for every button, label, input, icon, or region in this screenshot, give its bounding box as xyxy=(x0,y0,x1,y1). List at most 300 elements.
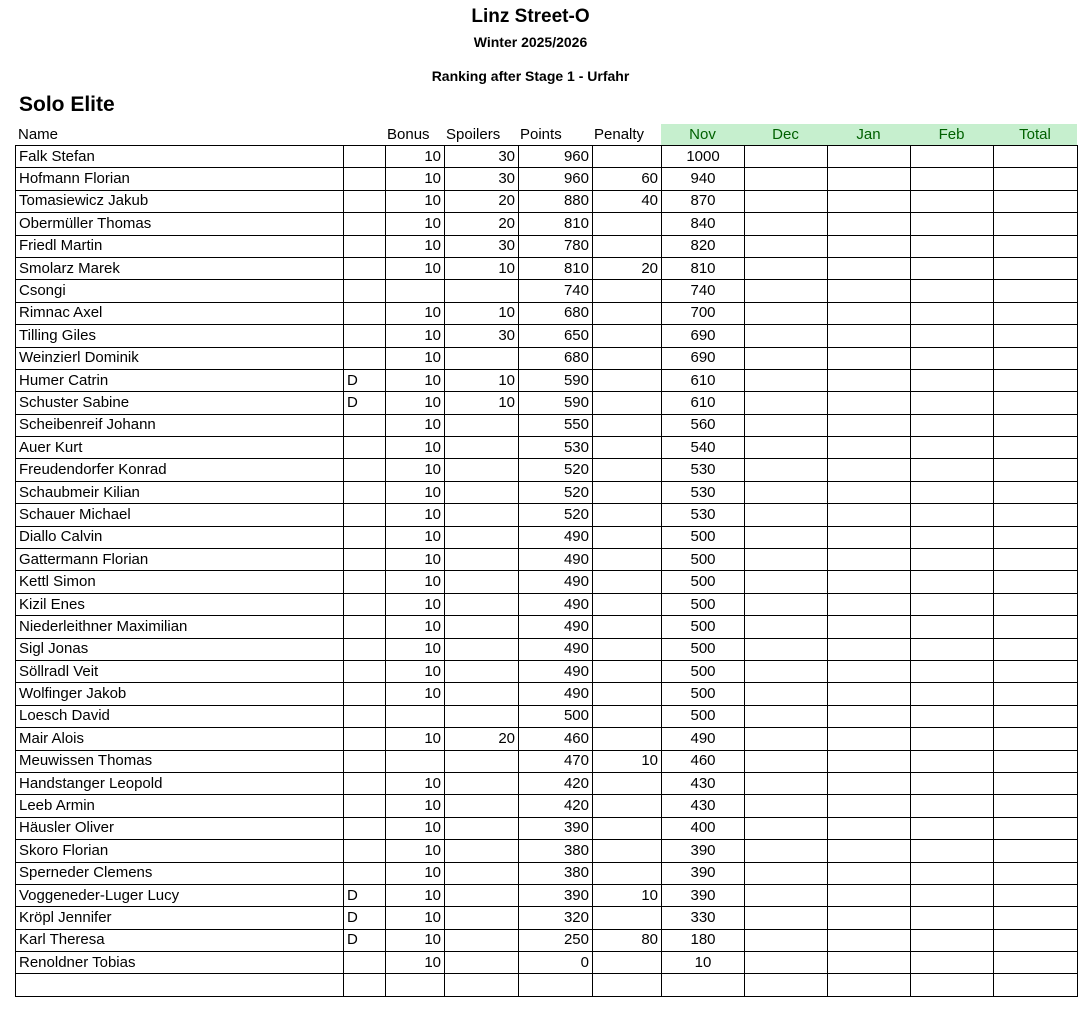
dec-cell xyxy=(745,392,828,414)
jan-cell xyxy=(828,593,911,615)
bonus-cell: 10 xyxy=(386,772,445,794)
name-cell: Skoro Florian xyxy=(16,840,344,862)
total-cell xyxy=(994,549,1078,571)
total-cell xyxy=(994,660,1078,682)
jan-cell xyxy=(828,728,911,750)
feb-cell xyxy=(911,213,994,235)
total-cell xyxy=(994,974,1078,996)
flag-cell xyxy=(344,235,386,257)
jan-cell xyxy=(828,750,911,772)
name-cell: Diallo Calvin xyxy=(16,526,344,548)
points-cell: 520 xyxy=(519,459,593,481)
flag-cell xyxy=(344,974,386,996)
jan-cell xyxy=(828,526,911,548)
total-cell xyxy=(994,952,1078,974)
total-cell xyxy=(994,862,1078,884)
total-cell xyxy=(994,929,1078,951)
total-cell xyxy=(994,593,1078,615)
name-cell: Falk Stefan xyxy=(16,146,344,168)
nov-cell: 390 xyxy=(662,862,745,884)
jan-cell xyxy=(828,168,911,190)
total-cell xyxy=(994,750,1078,772)
dec-cell xyxy=(745,257,828,279)
jan-cell xyxy=(828,235,911,257)
penalty-cell xyxy=(593,571,662,593)
penalty-cell xyxy=(593,325,662,347)
nov-cell: 540 xyxy=(662,437,745,459)
points-cell: 500 xyxy=(519,705,593,727)
nov-cell: 810 xyxy=(662,257,745,279)
flag-cell xyxy=(344,168,386,190)
nov-cell: 690 xyxy=(662,325,745,347)
nov-cell: 500 xyxy=(662,616,745,638)
table-row xyxy=(16,907,1078,929)
name-cell: Kizil Enes xyxy=(16,593,344,615)
points-cell: 810 xyxy=(519,257,593,279)
name-cell: Karl Theresa xyxy=(16,929,344,951)
points-cell: 780 xyxy=(519,235,593,257)
dec-cell xyxy=(745,549,828,571)
nov-cell: 10 xyxy=(662,952,745,974)
spoilers-cell xyxy=(445,795,519,817)
table-row xyxy=(16,437,1078,459)
flag-cell xyxy=(344,190,386,212)
jan-cell xyxy=(828,795,911,817)
flag-cell xyxy=(344,683,386,705)
feb-cell xyxy=(911,593,994,615)
points-cell: 490 xyxy=(519,683,593,705)
penalty-cell: 10 xyxy=(593,750,662,772)
jan-cell xyxy=(828,638,911,660)
feb-cell xyxy=(911,817,994,839)
flag-cell xyxy=(344,840,386,862)
spoilers-cell: 20 xyxy=(445,190,519,212)
flag-cell xyxy=(344,302,386,324)
total-cell xyxy=(994,414,1078,436)
table-row xyxy=(16,481,1078,503)
feb-cell xyxy=(911,840,994,862)
bonus-cell: 10 xyxy=(386,862,445,884)
name-cell: Friedl Martin xyxy=(16,235,344,257)
total-cell xyxy=(994,235,1078,257)
table-row xyxy=(16,974,1078,996)
total-cell xyxy=(994,392,1078,414)
jan-cell xyxy=(828,616,911,638)
penalty-cell xyxy=(593,526,662,548)
flag-cell xyxy=(344,616,386,638)
spoilers-cell: 30 xyxy=(445,235,519,257)
spoilers-cell xyxy=(445,481,519,503)
table-row xyxy=(16,504,1078,526)
jan-cell xyxy=(828,772,911,794)
dec-cell xyxy=(745,750,828,772)
total-cell xyxy=(994,772,1078,794)
name-cell: Weinzierl Dominik xyxy=(16,347,344,369)
points-cell: 250 xyxy=(519,929,593,951)
bonus-cell: 10 xyxy=(386,929,445,951)
nov-cell xyxy=(662,974,745,996)
jan-cell xyxy=(828,705,911,727)
col-header-penalty: Penalty xyxy=(594,126,645,143)
spoilers-cell xyxy=(445,862,519,884)
bonus-cell xyxy=(386,705,445,727)
spoilers-cell xyxy=(445,772,519,794)
jan-cell xyxy=(828,369,911,391)
flag-cell xyxy=(344,481,386,503)
penalty-cell xyxy=(593,437,662,459)
ranking-table-body xyxy=(16,146,1078,997)
table-row xyxy=(16,840,1078,862)
table-row xyxy=(16,683,1078,705)
points-cell: 880 xyxy=(519,190,593,212)
dec-cell xyxy=(745,459,828,481)
jan-cell xyxy=(828,840,911,862)
points-cell: 550 xyxy=(519,414,593,436)
bonus-cell: 10 xyxy=(386,437,445,459)
feb-cell xyxy=(911,414,994,436)
nov-cell: 330 xyxy=(662,907,745,929)
jan-cell xyxy=(828,974,911,996)
dec-cell xyxy=(745,593,828,615)
table-row xyxy=(16,213,1078,235)
total-cell xyxy=(994,638,1078,660)
name-cell: Leeb Armin xyxy=(16,795,344,817)
total-cell xyxy=(994,884,1078,906)
feb-cell xyxy=(911,795,994,817)
dec-cell xyxy=(745,347,828,369)
nov-cell: 180 xyxy=(662,929,745,951)
feb-cell xyxy=(911,884,994,906)
total-cell xyxy=(994,616,1078,638)
season-label: Winter 2025/2026 xyxy=(473,34,588,50)
nov-cell: 870 xyxy=(662,190,745,212)
total-cell xyxy=(994,347,1078,369)
points-cell: 490 xyxy=(519,593,593,615)
nov-cell: 530 xyxy=(662,459,745,481)
penalty-cell xyxy=(593,235,662,257)
feb-cell xyxy=(911,392,994,414)
points-cell: 490 xyxy=(519,526,593,548)
spoilers-cell: 30 xyxy=(445,168,519,190)
points-cell: 520 xyxy=(519,504,593,526)
nov-cell: 610 xyxy=(662,369,745,391)
penalty-cell xyxy=(593,280,662,302)
total-cell xyxy=(994,437,1078,459)
table-row xyxy=(16,146,1078,168)
jan-cell xyxy=(828,907,911,929)
penalty-cell xyxy=(593,146,662,168)
jan-cell xyxy=(828,437,911,459)
jan-cell xyxy=(828,660,911,682)
jan-cell xyxy=(828,213,911,235)
jan-cell xyxy=(828,929,911,951)
jan-cell xyxy=(828,884,911,906)
flag-cell xyxy=(344,638,386,660)
spoilers-cell xyxy=(445,616,519,638)
total-cell xyxy=(994,728,1078,750)
penalty-cell xyxy=(593,660,662,682)
bonus-cell: 10 xyxy=(386,213,445,235)
points-cell: 320 xyxy=(519,907,593,929)
penalty-cell xyxy=(593,974,662,996)
spoilers-cell xyxy=(445,840,519,862)
col-header-points: Points xyxy=(520,126,562,143)
table-row xyxy=(16,638,1078,660)
name-cell: Schaubmeir Kilian xyxy=(16,481,344,503)
spoilers-cell xyxy=(445,571,519,593)
feb-cell xyxy=(911,728,994,750)
penalty-cell xyxy=(593,459,662,481)
col-header-spoilers: Spoilers xyxy=(446,126,501,143)
feb-cell xyxy=(911,257,994,279)
total-cell xyxy=(994,817,1078,839)
name-cell: Wolfinger Jakob xyxy=(16,683,344,705)
penalty-cell xyxy=(593,549,662,571)
nov-cell: 610 xyxy=(662,392,745,414)
total-cell xyxy=(994,795,1078,817)
points-cell: 680 xyxy=(519,302,593,324)
bonus-cell: 10 xyxy=(386,817,445,839)
spoilers-cell xyxy=(445,683,519,705)
penalty-cell xyxy=(593,638,662,660)
bonus-cell: 10 xyxy=(386,638,445,660)
nov-cell: 1000 xyxy=(662,146,745,168)
dec-cell xyxy=(745,302,828,324)
table-row xyxy=(16,862,1078,884)
dec-cell xyxy=(745,526,828,548)
name-cell: Csongi xyxy=(16,280,344,302)
nov-cell: 500 xyxy=(662,571,745,593)
spoilers-cell xyxy=(445,347,519,369)
spoilers-cell xyxy=(445,660,519,682)
name-cell: Häusler Oliver xyxy=(16,817,344,839)
table-row xyxy=(16,190,1078,212)
dec-cell xyxy=(745,705,828,727)
total-cell xyxy=(994,168,1078,190)
feb-cell xyxy=(911,146,994,168)
spoilers-cell xyxy=(445,884,519,906)
feb-cell xyxy=(911,325,994,347)
table-row xyxy=(16,705,1078,727)
flag-cell xyxy=(344,347,386,369)
bonus-cell: 10 xyxy=(386,168,445,190)
penalty-cell xyxy=(593,705,662,727)
points-cell: 520 xyxy=(519,481,593,503)
event-title: Linz Street-O xyxy=(471,6,590,27)
spoilers-cell xyxy=(445,929,519,951)
feb-cell xyxy=(911,347,994,369)
dec-cell xyxy=(745,795,828,817)
bonus-cell: 10 xyxy=(386,593,445,615)
total-cell xyxy=(994,369,1078,391)
bonus-cell: 10 xyxy=(386,392,445,414)
bonus-cell: 10 xyxy=(386,257,445,279)
nov-cell: 500 xyxy=(662,705,745,727)
feb-cell xyxy=(911,862,994,884)
spoilers-cell: 20 xyxy=(445,213,519,235)
points-cell: 740 xyxy=(519,280,593,302)
spoilers-cell xyxy=(445,638,519,660)
col-header-nov: Nov xyxy=(661,124,744,145)
dec-cell xyxy=(745,952,828,974)
name-cell: Humer Catrin xyxy=(16,369,344,391)
jan-cell xyxy=(828,257,911,279)
nov-cell: 530 xyxy=(662,481,745,503)
bonus-cell: 10 xyxy=(386,190,445,212)
name-cell: Auer Kurt xyxy=(16,437,344,459)
spoilers-cell: 20 xyxy=(445,728,519,750)
spoilers-cell xyxy=(445,952,519,974)
flag-cell xyxy=(344,772,386,794)
jan-cell xyxy=(828,571,911,593)
table-row xyxy=(16,526,1078,548)
penalty-cell xyxy=(593,213,662,235)
penalty-cell xyxy=(593,414,662,436)
ranking-subtitle: Ranking after Stage 1 - Urfahr xyxy=(431,68,630,84)
dec-cell xyxy=(745,772,828,794)
penalty-cell: 40 xyxy=(593,190,662,212)
bonus-cell: 10 xyxy=(386,347,445,369)
flag-cell xyxy=(344,280,386,302)
bonus-cell: 10 xyxy=(386,795,445,817)
dec-cell xyxy=(745,840,828,862)
name-cell: Tomasiewicz Jakub xyxy=(16,190,344,212)
nov-cell: 500 xyxy=(662,683,745,705)
name-cell: Söllradl Veit xyxy=(16,660,344,682)
bonus-cell: 10 xyxy=(386,526,445,548)
spoilers-cell xyxy=(445,817,519,839)
dec-cell xyxy=(745,728,828,750)
dec-cell xyxy=(745,638,828,660)
table-row xyxy=(16,571,1078,593)
bonus-cell: 10 xyxy=(386,571,445,593)
jan-cell xyxy=(828,862,911,884)
col-header-name: Name xyxy=(18,126,59,143)
flag-cell xyxy=(344,728,386,750)
points-cell: 490 xyxy=(519,571,593,593)
points-cell: 810 xyxy=(519,213,593,235)
name-cell: Sperneder Clemens xyxy=(16,862,344,884)
spoilers-cell: 10 xyxy=(445,257,519,279)
table-row xyxy=(16,414,1078,436)
dec-cell xyxy=(745,414,828,436)
name-cell: Obermüller Thomas xyxy=(16,213,344,235)
dec-cell xyxy=(745,325,828,347)
name-cell: Mair Alois xyxy=(16,728,344,750)
name-cell: Schuster Sabine xyxy=(16,392,344,414)
dec-cell xyxy=(745,235,828,257)
bonus-cell: 10 xyxy=(386,884,445,906)
points-cell xyxy=(519,974,593,996)
flag-cell xyxy=(344,862,386,884)
points-cell: 590 xyxy=(519,369,593,391)
bonus-cell: 10 xyxy=(386,616,445,638)
nov-cell: 560 xyxy=(662,414,745,436)
name-cell: Gattermann Florian xyxy=(16,549,344,571)
feb-cell xyxy=(911,369,994,391)
name-cell: Scheibenreif Johann xyxy=(16,414,344,436)
flag-cell xyxy=(344,817,386,839)
penalty-cell xyxy=(593,795,662,817)
jan-cell xyxy=(828,146,911,168)
penalty-cell xyxy=(593,952,662,974)
dec-cell xyxy=(745,481,828,503)
dec-cell xyxy=(745,817,828,839)
points-cell: 460 xyxy=(519,728,593,750)
dec-cell xyxy=(745,683,828,705)
points-cell: 490 xyxy=(519,660,593,682)
nov-cell: 740 xyxy=(662,280,745,302)
dec-cell xyxy=(745,907,828,929)
points-cell: 680 xyxy=(519,347,593,369)
jan-cell xyxy=(828,414,911,436)
ranking-table xyxy=(15,145,1078,997)
name-cell: Hofmann Florian xyxy=(16,168,344,190)
penalty-cell: 60 xyxy=(593,168,662,190)
spoilers-cell xyxy=(445,504,519,526)
feb-cell xyxy=(911,571,994,593)
feb-cell xyxy=(911,952,994,974)
dec-cell xyxy=(745,146,828,168)
penalty-cell xyxy=(593,862,662,884)
points-cell: 490 xyxy=(519,549,593,571)
dec-cell xyxy=(745,280,828,302)
points-cell: 590 xyxy=(519,392,593,414)
bonus-cell: 10 xyxy=(386,146,445,168)
jan-cell xyxy=(828,504,911,526)
total-cell xyxy=(994,504,1078,526)
bonus-cell: 10 xyxy=(386,325,445,347)
jan-cell xyxy=(828,817,911,839)
bonus-cell: 10 xyxy=(386,459,445,481)
penalty-cell xyxy=(593,347,662,369)
nov-cell: 430 xyxy=(662,772,745,794)
bonus-cell: 10 xyxy=(386,481,445,503)
feb-cell xyxy=(911,660,994,682)
bonus-cell: 10 xyxy=(386,907,445,929)
table-row xyxy=(16,325,1078,347)
feb-cell xyxy=(911,302,994,324)
section-title: Solo Elite xyxy=(19,93,115,116)
penalty-cell xyxy=(593,683,662,705)
spoilers-cell xyxy=(445,593,519,615)
feb-cell xyxy=(911,705,994,727)
points-cell: 960 xyxy=(519,146,593,168)
jan-cell xyxy=(828,683,911,705)
table-row xyxy=(16,369,1078,391)
flag-cell xyxy=(344,571,386,593)
spoilers-cell xyxy=(445,974,519,996)
nov-cell: 530 xyxy=(662,504,745,526)
feb-cell xyxy=(911,459,994,481)
table-row xyxy=(16,459,1078,481)
feb-cell xyxy=(911,616,994,638)
col-header-jan: Jan xyxy=(827,124,910,145)
nov-cell: 820 xyxy=(662,235,745,257)
spoilers-cell: 10 xyxy=(445,369,519,391)
flag-cell xyxy=(344,504,386,526)
total-cell xyxy=(994,146,1078,168)
total-cell xyxy=(994,280,1078,302)
table-row xyxy=(16,593,1078,615)
col-header-feb: Feb xyxy=(910,124,993,145)
total-cell xyxy=(994,683,1078,705)
flag-cell xyxy=(344,705,386,727)
bonus-cell: 10 xyxy=(386,952,445,974)
feb-cell xyxy=(911,750,994,772)
flag-cell xyxy=(344,593,386,615)
spoilers-cell xyxy=(445,526,519,548)
